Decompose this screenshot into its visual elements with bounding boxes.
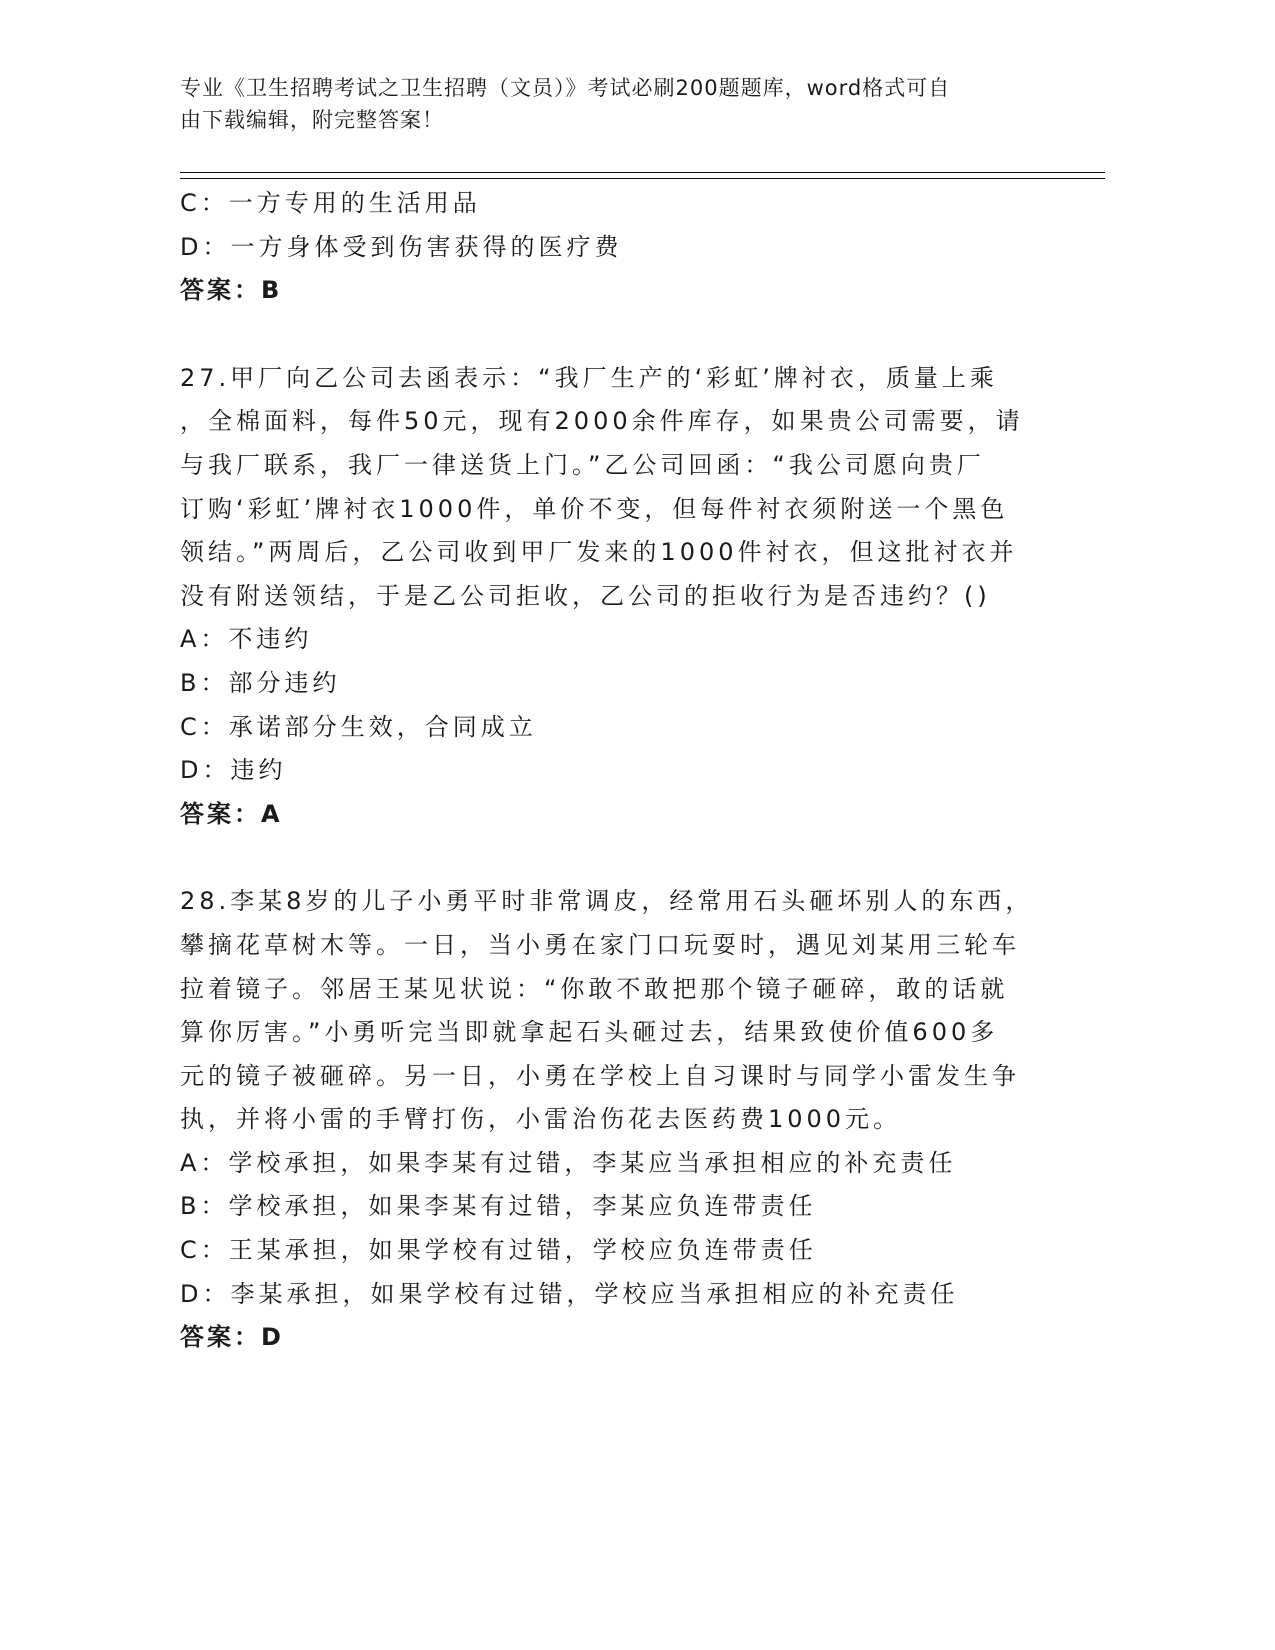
option-b: B：部分违约 (180, 668, 341, 697)
option-d: D：违约 (180, 756, 287, 785)
option-a: A：不违约 (180, 625, 313, 654)
question-stem (180, 357, 1040, 619)
prev-question (180, 182, 1040, 313)
option-c: C：承诺部分生效，合同成立 (180, 712, 537, 741)
document-body (180, 182, 1040, 1360)
stem-line: 27.甲厂向乙公司去函表示：“我厂生产的‘彩虹’牌衬衣，质量上乘 (180, 363, 998, 392)
answer-label: 答案：A (180, 799, 283, 828)
option-a: A：学校承担，如果李某有过错，李某应当承担相应的补充责任 (180, 1148, 957, 1177)
option-d: D：李某承担，如果学校有过错，学校应当承担相应的补充责任 (180, 1279, 959, 1308)
stem-line: 执，并将小雷的手臂打伤，小雷治伤花去医药费1000元。 (180, 1105, 902, 1134)
stem-line: 订购‘彩虹’牌衬衣1000件，单价不变，但每件衬衣须附送一个黑色 (180, 494, 1009, 523)
question-stem (180, 880, 1040, 1142)
stem-line: ，全棉面料，每件50元，现有2000余件库存，如果贵公司需要，请 (180, 407, 1024, 436)
spacer (180, 836, 1040, 880)
option-c: C：王某承担，如果学校有过错，学校应负连带责任 (180, 1236, 817, 1265)
stem-line: 领结。”两周后，乙公司收到甲厂发来的1000件衬衣，但这批衬衣并 (180, 538, 1018, 567)
header-rule-top (180, 172, 1105, 173)
stem-line: 攀摘花草树木等。一日，当小勇在家门口玩耍时，遇见刘某用三轮车 (180, 930, 1020, 959)
stem-line: 与我厂联系，我厂一律送货上门。”乙公司回函：“我公司愿向贵厂 (180, 450, 985, 479)
header-rule-bottom (180, 178, 1105, 179)
stem-line: 拉着镜子。邻居王某见状说：“你敢不敢把那个镜子砸碎，敢的话就 (180, 974, 1009, 1003)
document-header (180, 72, 1040, 136)
spacer (180, 313, 1040, 357)
answer-label: 答案：D (180, 1323, 284, 1352)
stem-line: 元的镜子被砸碎。另一日，小勇在学校上自习课时与同学小雷发生争 (180, 1061, 1020, 1090)
option-c: C：一方专用的生活用品 (180, 189, 481, 217)
header-line-2: 由下载编辑，附完整答案！ (180, 108, 444, 132)
question-28 (180, 880, 1040, 1360)
question-27 (180, 357, 1040, 837)
answer-label: 答案：B (180, 276, 283, 305)
header-line-1: 专业《卫生招聘考试之卫生招聘（文员）》考试必刷200题题库，word格式可自 (180, 76, 951, 100)
option-b: B：学校承担，如果李某有过错，李某应负连带责任 (180, 1192, 817, 1221)
stem-line: 28.李某8岁的儿子小勇平时非常调皮，经常用石头砸坏别人的东西， (180, 887, 1034, 916)
stem-line: 没有附送领结，于是乙公司拒收，乙公司的拒收行为是否违约？() (180, 581, 991, 610)
option-d: D：一方身体受到伤害获得的医疗费 (180, 232, 623, 261)
stem-line: 算你厉害。”小勇听完当即就拿起石头砸过去，结果致使价值600多 (180, 1018, 999, 1047)
